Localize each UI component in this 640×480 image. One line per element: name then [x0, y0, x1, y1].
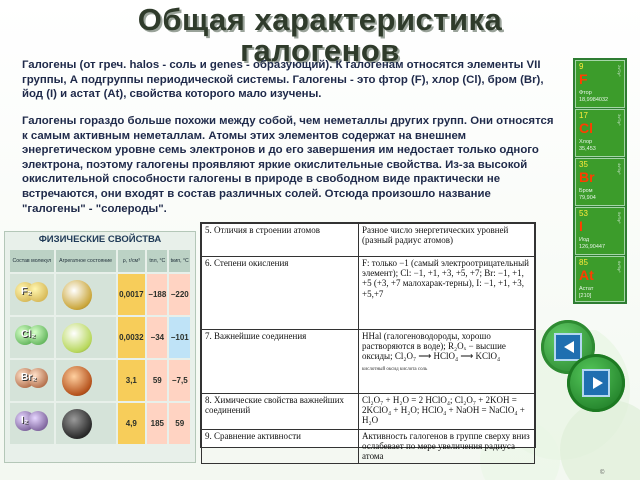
periodic-column — [573, 58, 627, 304]
melting-value: −188 — [147, 274, 167, 315]
table-row — [202, 224, 535, 257]
properties-table-panel — [200, 222, 536, 462]
element-cell-f — [575, 60, 625, 108]
property-value: F: только −1 (самый электроотрицательный элемент); Cl: −1, +1, +3, +5, +7; Br: −1, +1, +5 (+3, +7 малохарак-терны), I: −1, +1, +3, +5,+7 — [359, 257, 535, 330]
triangle-right-icon — [593, 377, 603, 389]
property-key: 9. Сравнение активности — [202, 430, 359, 464]
element-number: 85 — [579, 258, 588, 267]
property-key: 8. Химические свойства важнейших соединений — [202, 394, 359, 430]
crystals-icon — [62, 409, 92, 439]
element-name: Иод — [579, 237, 590, 243]
molecule-icon — [15, 325, 51, 347]
element-mass: 79,904 — [579, 195, 596, 201]
property-value: HHal (галогеноводороды, хорошо растворяются в воде); R₂Oₓ − высшие оксиды; Cl₂O₇ ⟶ HClO₄ ⟶ KClO₄ — [362, 331, 506, 362]
physical-properties-title: ФИЗИЧЕСКИЕ СВОЙСТВА — [38, 234, 162, 245]
element-number: 17 — [579, 111, 588, 120]
physical-properties-panel — [4, 231, 196, 463]
molecule-formula: Cl₂ — [21, 329, 36, 340]
density-value: 3,1 — [118, 360, 146, 401]
state-cell — [56, 403, 116, 444]
element-name: Фтор — [579, 90, 592, 96]
state-cell — [56, 317, 116, 358]
reaction-sublabels: кислотный оксид кислота соль — [362, 366, 428, 372]
boiling-value: 59 — [169, 403, 190, 444]
header-boiling: tкип, °С — [169, 250, 190, 272]
molecule-cell — [10, 317, 54, 358]
element-cell-br — [575, 158, 625, 206]
element-symbol: Cl — [579, 120, 593, 136]
header-density: ρ, г/см³ — [118, 250, 146, 272]
state-cell — [56, 360, 116, 401]
description-paragraph: Галогены гораздо больше похожи между собой, чем неметаллы других групп. Они относятся к самым активным неметаллам. Атомы этих элементов содержат на внешнем энергетическом уровне семь электронов и до его завершения им недостает только одного электрона, поэтому галогены проявляют яркие окислительные свойства. Из-за высокой окислительной способности галогены в природе в свободном виде практически не встречаются, они входят в состав различных солей. Отсюда произошло название "галогены" - "солероды". — [22, 115, 554, 215]
table-row — [202, 257, 535, 330]
table-row — [202, 394, 535, 430]
molecule-icon — [15, 368, 51, 390]
melting-value: 59 — [147, 360, 167, 401]
property-value-cell — [359, 330, 535, 394]
element-symbol: At — [579, 267, 594, 283]
properties-table — [201, 223, 535, 464]
element-number: 9 — [579, 62, 584, 71]
physical-properties-table — [8, 248, 192, 446]
melting-value: 185 — [147, 403, 167, 444]
element-cell-i — [575, 207, 625, 255]
gas-flask-icon — [62, 323, 92, 353]
property-key: 5. Отличия в строении атомов — [202, 224, 359, 257]
intro-paragraph: Галогены (от греч. halos - соль и genes - образующий). К галогенам относятся элементы VII группы, А подгруппы периодической системы. Галогены - это фтор (F), хлор (Cl), бром (Br), йод (I) и астат (At), свойства которого мало изучены. — [22, 59, 544, 101]
table-header-row — [10, 250, 190, 272]
table-row — [10, 360, 190, 401]
property-value: Активность галогенов в группе сверху вниз ослабевает по мере увеличения радиуса атома — [359, 430, 535, 464]
boiling-value: −101 — [169, 317, 190, 358]
header-state: Агрегатное состояние — [56, 250, 116, 272]
element-mass: 35,453 — [579, 146, 596, 152]
element-number: 35 — [579, 160, 588, 169]
element-name: Астат — [579, 286, 594, 292]
molecule-cell — [10, 274, 54, 315]
molecule-formula: Br₂ — [21, 372, 37, 383]
table-row — [10, 317, 190, 358]
molecule-icon — [15, 282, 51, 304]
property-value: Разное число энергетических уровней (разный радиус атомов) — [359, 224, 535, 257]
element-mass: 18,9984032 — [579, 97, 609, 103]
element-name: Хлор — [579, 139, 593, 145]
title-line-1: Общая характеристика — [137, 2, 503, 37]
melting-value: −34 — [147, 317, 167, 358]
element-symbol: Br — [579, 169, 595, 185]
element-config: 6s²6p⁵ — [617, 261, 622, 273]
property-key: 7. Важнейшие соединения — [202, 330, 359, 394]
copyright-mark: © — [600, 470, 605, 476]
element-config: 3s²3p⁵ — [617, 114, 622, 126]
boiling-value: −220 — [169, 274, 190, 315]
density-value: 0,0032 — [118, 317, 146, 358]
element-config: 4s²4p⁵ — [617, 163, 622, 175]
element-symbol: F — [579, 71, 588, 87]
element-mass: 126,90447 — [579, 244, 605, 250]
table-row — [10, 403, 190, 444]
element-symbol: I — [579, 218, 583, 234]
molecule-cell — [10, 360, 54, 401]
density-value: 4,9 — [118, 403, 146, 444]
boiling-value: −7,5 — [169, 360, 190, 401]
element-config: 5s²5p⁵ — [617, 212, 622, 224]
molecule-icon — [15, 411, 51, 433]
density-value: 0,0017 — [118, 274, 146, 315]
liquid-flask-icon — [62, 366, 92, 396]
element-mass: [210] — [579, 293, 592, 299]
property-value: Cl₂O₇ + H₂O = 2 HClO₄; Cl₂O₇ + 2KOH = 2KClO₄ + H₂O; HClO₄ + NaOH = NaClO₄ + H₂O — [359, 394, 535, 430]
element-cell-at — [575, 256, 625, 302]
element-cell-cl — [575, 109, 625, 157]
next-slide-button[interactable] — [567, 354, 625, 412]
header-melting: tпл, °С — [147, 250, 167, 272]
gas-flask-icon — [62, 280, 92, 310]
state-cell — [56, 274, 116, 315]
molecule-formula: F₂ — [21, 286, 32, 297]
slide-title — [0, 4, 640, 66]
table-row — [202, 330, 535, 394]
property-key: 6. Степени окисления — [202, 257, 359, 330]
element-config: 2s²2p⁵ — [617, 65, 622, 77]
molecule-cell — [10, 403, 54, 444]
element-name: Бром — [579, 188, 593, 194]
table-row — [202, 430, 535, 464]
header-composition: Состав молекул — [10, 250, 54, 272]
element-number: 53 — [579, 209, 588, 218]
title-line-2: галогенов — [240, 33, 400, 68]
triangle-left-icon — [564, 341, 574, 353]
table-row — [10, 274, 190, 315]
molecule-formula: I₂ — [21, 415, 29, 426]
